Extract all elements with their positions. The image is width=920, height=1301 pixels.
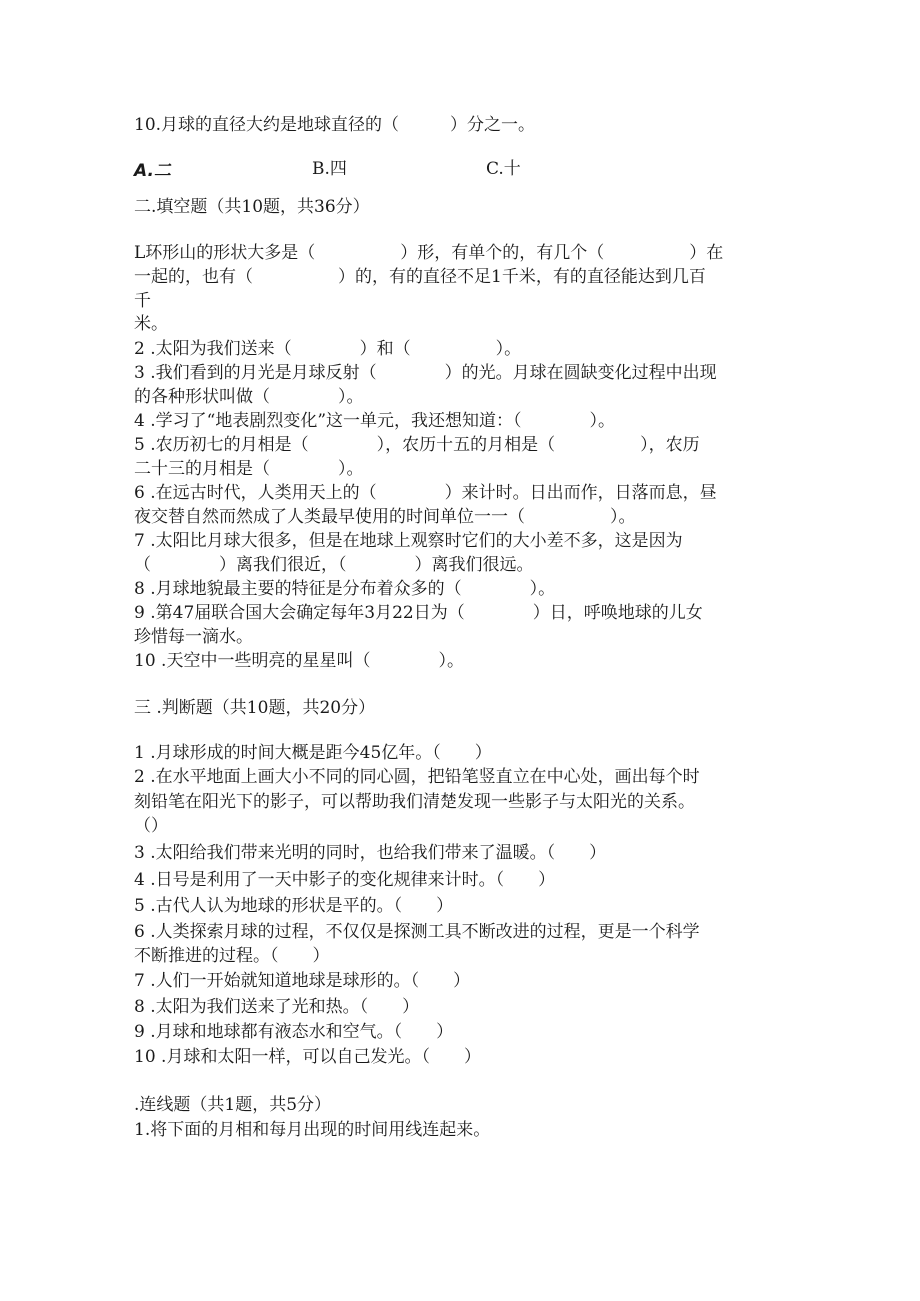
section-heading-fill: 二.填空题（共10题，共36分）: [134, 197, 370, 217]
judge-line: 2 .在水平地面上画大小不同的同心圆，把铅笔竖直立在中心处，画出每个时: [134, 767, 700, 787]
section-heading-match: .连线题（共1题，共5分）: [134, 1095, 332, 1115]
judge-line: （）: [134, 816, 168, 836]
mc-option-c: C.十: [486, 159, 521, 179]
judge-line: 10 .月球和太阳一样，可以自己发光。（ ）: [134, 1047, 481, 1067]
fill-line: 一起的，也有（ ）的，有的直径不足1千米，有的直径能达到几百: [134, 267, 706, 287]
judge-line: 9 .月球和地球都有液态水和空气。（ ）: [134, 1022, 454, 1042]
mc-option-a: A.二: [134, 161, 171, 181]
match-line: 1.将下面的月相和每月出现的时间用线连起来。: [134, 1120, 491, 1140]
fill-line: 5 .农历初七的月相是（ ），农历十五的月相是（ ），农历: [134, 435, 700, 455]
judge-line: 刻铅笔在阳光下的影子，可以帮助我们清楚发现一些影子与太阳光的关系。: [134, 792, 695, 812]
fill-line: 6 .在远古时代，人类用天上的（ ）来计时。日出而作，日落而息，昼: [134, 483, 717, 503]
judge-line: 不断推进的过程。（ ）: [134, 946, 330, 966]
fill-line: 9 .第47届联合国大会确定每年3月22日为（ ）日，呼唤地球的儿女: [134, 603, 703, 623]
mc-question-10: 10.月球的直径大约是地球直径的（ ）分之一。: [134, 115, 536, 135]
mc-option-b: B.四: [312, 159, 347, 179]
fill-line: 千: [134, 291, 151, 311]
fill-line: 珍惜每一滴水。: [134, 627, 253, 647]
fill-line: 2 .太阳为我们送来（ ）和（ ）。: [134, 339, 522, 359]
fill-line: 二十三的月相是（ ）。: [134, 459, 364, 479]
judge-line: 7 .人们一开始就知道地球是球形的。（ ）: [134, 971, 471, 991]
fill-line: 10 .天空中一些明亮的星星叫（ ）。: [134, 651, 464, 671]
fill-line: 米。: [134, 314, 168, 334]
fill-line: L环形山的形状大多是（ ）形，有单个的，有几个（ ）在: [134, 243, 724, 263]
judge-line: 4 .日号是利用了一天中影子的变化规律来计时。（ ）: [134, 870, 556, 890]
fill-line: 夜交替自然而然成了人类最早使用的时间单位一一（ ）。: [134, 507, 636, 527]
fill-line: （ ）离我们很近，（ ）离我们很远。: [134, 555, 534, 575]
fill-line: 7 .太阳比月球大很多，但是在地球上观察时它们的大小差不多，这是因为: [134, 531, 683, 551]
section-heading-judge: 三 .判断题（共10题，共20分）: [134, 698, 376, 718]
judge-line: 8 .太阳为我们送来了光和热。（ ）: [134, 997, 420, 1017]
judge-line: 5 .古代人认为地球的形状是平的。（ ）: [134, 896, 454, 916]
judge-line: 3 .太阳给我们带来光明的同时，也给我们带来了温暖。（ ）: [134, 843, 607, 863]
judge-line: 1 .月球形成的时间大概是距今45亿年。（ ）: [134, 743, 492, 763]
fill-line: 4 .学习了“地表剧烈变化”这一单元，我还想知道：（ ）。: [134, 411, 616, 431]
fill-line: 3 .我们看到的月光是月球反射（ ）的光。月球在圆缺变化过程中出现: [134, 363, 717, 383]
fill-line: 的各种形状叫做（ ）。: [134, 387, 364, 407]
judge-line: 6 .人类探索月球的过程，不仅仅是探测工具不断改进的过程，更是一个科学: [134, 922, 700, 942]
fill-line: 8 .月球地貌最主要的特征是分布着众多的（ ）。: [134, 579, 556, 599]
